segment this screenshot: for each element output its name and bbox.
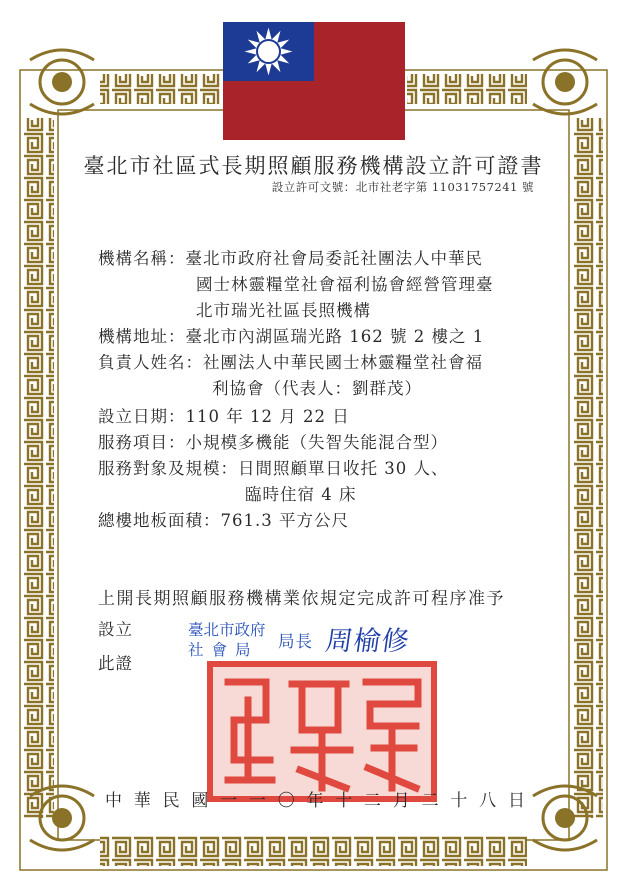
area-label: 總樓地板面積：	[98, 511, 221, 530]
field-name	[98, 245, 483, 269]
flag-icon	[223, 22, 405, 140]
right-border-band	[573, 118, 603, 818]
issue-date-char: 十	[450, 791, 468, 811]
service-label: 服務項目：	[98, 433, 186, 452]
authority-line-1: 臺北市政府	[188, 621, 266, 639]
name-line-1: 臺北市政府社會局委託社團法人中華民	[185, 249, 483, 268]
issue-date-char: 中	[105, 791, 122, 811]
issue-date-char: 二	[421, 791, 439, 811]
date-value: 110 年 12 月 22 日	[185, 407, 350, 426]
official-seal	[206, 660, 438, 803]
owner-line-2: 利協會（代表人：劉群茂）	[212, 379, 422, 398]
issue-date-char: 年	[306, 791, 324, 811]
certificate-title: 臺北市社區式長期照顧服務機構設立許可證書	[83, 154, 544, 178]
field-date	[98, 403, 350, 427]
issue-date-char: 一	[248, 791, 266, 811]
issuing-authority	[188, 620, 266, 660]
field-address	[98, 323, 484, 347]
director-title: 局長	[278, 632, 313, 651]
name-line-2: 國士林靈糧堂社會福利協會經營管理臺	[196, 275, 494, 294]
address-label: 機構地址：	[98, 327, 186, 346]
issue-date	[105, 786, 525, 811]
issue-date-char: 十	[335, 791, 353, 811]
field-service	[98, 429, 448, 453]
date-label: 設立日期：	[98, 407, 186, 426]
issue-date-char: 民	[162, 791, 180, 811]
owner-label: 負責人姓名：	[98, 353, 203, 372]
authority-line-2: 社會局	[188, 641, 259, 659]
owner-line-1: 社團法人中華民國士林靈糧堂社會福	[203, 353, 483, 372]
director-signature: 周榆修	[323, 626, 412, 657]
corner-ornament-tr	[533, 50, 597, 114]
left-border-band	[24, 118, 54, 818]
issue-date-char: 〇	[277, 791, 295, 811]
top-left-band	[100, 74, 220, 104]
issue-date-char: 一	[220, 791, 238, 811]
permit-number: 設立許可文號：北市社老字第 11031757241 號	[271, 180, 534, 194]
name-label: 機構名稱：	[98, 249, 186, 268]
target-label: 服務對象及規模：	[98, 459, 238, 478]
closing-statement: 上開長期照顧服務機構業依規定完成許可程序准予	[98, 589, 505, 609]
issue-date-char: 二	[364, 791, 382, 811]
issue-date-char: 八	[479, 791, 497, 811]
field-owner	[98, 349, 483, 373]
bottom-band	[100, 836, 527, 866]
established-text: 設立	[98, 620, 133, 639]
area-value: 761.3 平方公尺	[220, 511, 349, 530]
service-value: 小規模多機能（失智失能混合型）	[185, 433, 448, 452]
issue-date-char: 日	[507, 791, 525, 811]
certified-text: 此證	[98, 654, 133, 673]
address-value: 臺北市內湖區瑞光路 162 號 2 樓之 1	[185, 327, 485, 346]
name-line-3: 北市瑞光社區長照機構	[196, 301, 371, 320]
corner-ornament-tl	[30, 50, 94, 114]
field-target	[98, 455, 449, 479]
top-right-band	[407, 74, 527, 104]
issue-date-char: 月	[392, 791, 410, 811]
issue-date-char: 華	[133, 791, 151, 811]
target-line-1: 日間照顧單日收托 30 人、	[238, 459, 449, 478]
target-line-2: 臨時住宿 4 床	[245, 485, 357, 504]
issue-date-char: 國	[191, 791, 209, 811]
field-area	[98, 507, 349, 531]
